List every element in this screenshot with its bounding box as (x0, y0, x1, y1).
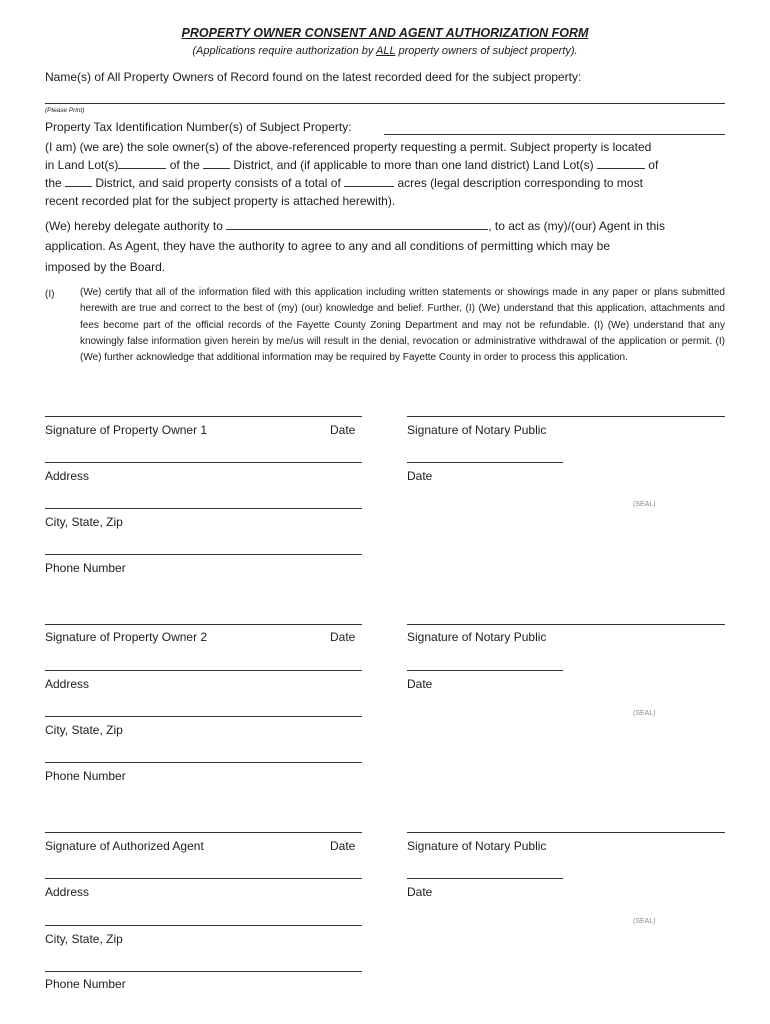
land-lot-field[interactable] (118, 158, 166, 169)
notary-2-signature-field[interactable] (407, 624, 725, 625)
notary-2-date-label: Date (407, 677, 433, 691)
form-subtitle (0, 45, 770, 57)
owner-2-phone-field[interactable] (45, 762, 362, 763)
delegate-line-3: imposed by the Board. (45, 260, 166, 274)
owner-statement-line-2 (45, 158, 658, 172)
owner-2-date-label: Date (330, 630, 356, 644)
owner-2-signature-label: Signature of Property Owner 2 (45, 630, 208, 644)
notary-3-date-label: Date (407, 885, 433, 899)
certification-text: (We) certify that all of the information filed with this application including written statements or showings made in any paper or plans submitted herewith are true and correct to the best of (my) (our) knowledge and belief. Further, (I) (We) understand that this application, attachments and fees become part of the official records of the Fayette County Zoning Department and may not be refundable. (I) (We) understand that any knowingly false information given herein by me/us will result in the denial, revocation or administrative withdrawal of the application or permit. (I) (We) further acknowledge that additional information may be required by Fayette County in order to process this application. (80, 287, 725, 364)
notary-2-date-field[interactable] (407, 670, 563, 671)
owner-statement-line-1: (I am) (we are) the sole owner(s) of the above-referenced property requesting a permit. Subject property is located (45, 140, 652, 154)
agent-date-label: Date (330, 839, 356, 853)
please-print-note: (Please Print) (45, 107, 85, 114)
delegate-line-1 (45, 219, 665, 233)
agent-signature-field[interactable] (45, 832, 362, 833)
notary-1-date-label: Date (407, 469, 433, 483)
agent-name-field[interactable] (226, 219, 488, 230)
notary-3-seal: (SEAL) (633, 918, 656, 925)
agent-signature-label: Signature of Authorized Agent (45, 839, 204, 853)
owner-statement-line-3 (45, 176, 643, 190)
additional-district-field[interactable] (65, 176, 92, 187)
owner-2-address-label: Address (45, 677, 90, 691)
agent-address-label: Address (45, 885, 90, 899)
owner-statement-line-4: recent recorded plat for the subject property is attached herewith). (45, 194, 396, 208)
owner-1-signature-label: Signature of Property Owner 1 (45, 423, 208, 437)
district-label: of the (166, 158, 204, 172)
legal-description-label: acres (legal description corresponding to most (394, 176, 643, 190)
owner-1-date-label: Date (330, 423, 356, 437)
notary-1-date-field[interactable] (407, 462, 563, 463)
owner-2-phone-label: Phone Number (45, 769, 126, 783)
notary-1-seal: (SEAL) (633, 501, 656, 508)
district-field[interactable] (203, 158, 230, 169)
notary-2-signature-label: Signature of Notary Public (407, 630, 547, 644)
owner-2-city-label: City, State, Zip (45, 723, 123, 737)
notary-1-signature-label: Signature of Notary Public (407, 423, 547, 437)
notary-3-date-field[interactable] (407, 878, 563, 879)
delegate-label: (We) hereby delegate authority to (45, 219, 227, 233)
land-lot-label: in Land Lot(s) (45, 158, 119, 172)
agent-city-label: City, State, Zip (45, 932, 123, 946)
additional-land-lot-field[interactable] (597, 158, 645, 169)
owner-2-city-field[interactable] (45, 716, 362, 717)
notary-2-seal: (SEAL) (633, 710, 656, 717)
notary-1-signature-field[interactable] (407, 416, 725, 417)
parcel-label: Property Tax Identification Number(s) of Subject Property: (45, 120, 352, 134)
the-label: the (45, 176, 66, 190)
agent-city-field[interactable] (45, 925, 362, 926)
owner-1-phone-label: Phone Number (45, 561, 126, 575)
of-label: of (644, 158, 659, 172)
notary-3-signature-field[interactable] (407, 832, 725, 833)
subtitle-all: ALL (376, 45, 396, 57)
owner-1-phone-field[interactable] (45, 554, 362, 555)
parcel-number-field[interactable] (384, 134, 725, 135)
owner-1-city-label: City, State, Zip (45, 515, 123, 529)
subtitle-post: property owners of subject property). (395, 45, 578, 57)
notary-3-signature-label: Signature of Notary Public (407, 839, 547, 853)
owners-name-field[interactable] (45, 103, 725, 104)
agent-address-field[interactable] (45, 878, 362, 879)
additional-land-lot-label: District, and (if applicable to more than one land district) Land Lot(s) (230, 158, 597, 172)
delegate-line-2: application. As Agent, they have the authority to agree to any and all conditions of permitting which may be (45, 239, 611, 253)
form-title: PROPERTY OWNER CONSENT AND AGENT AUTHORIZATION FORM (181, 26, 589, 40)
owner-1-address-field[interactable] (45, 462, 362, 463)
acres-label: District, and said property consists of a total of (92, 176, 345, 190)
agent-phone-field[interactable] (45, 971, 362, 972)
owner-2-signature-field[interactable] (45, 624, 362, 625)
owner-1-city-field[interactable] (45, 508, 362, 509)
agent-phone-label: Phone Number (45, 977, 126, 991)
owners-label: Name(s) of All Property Owners of Record found on the latest recorded deed for the subject property: (45, 70, 582, 84)
owner-1-address-label: Address (45, 469, 90, 483)
agent-role-label: , to act as (my)/(our) Agent in this (488, 219, 665, 233)
acres-field[interactable] (344, 176, 394, 187)
subtitle-pre: (Applications require authorization by (192, 45, 377, 57)
certification-marker: (I) (45, 289, 55, 300)
owner-2-address-field[interactable] (45, 670, 362, 671)
owner-1-signature-field[interactable] (45, 416, 362, 417)
